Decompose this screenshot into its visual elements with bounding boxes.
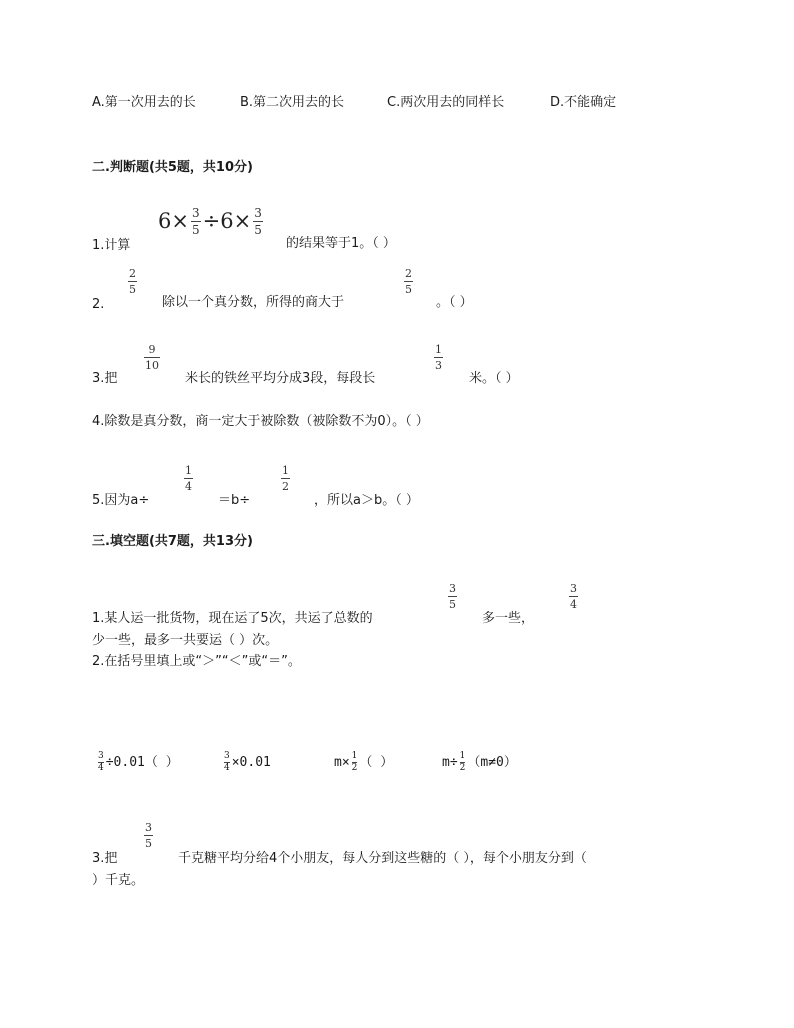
fraction-bar — [144, 357, 160, 358]
s2-q3-suffix: 米。（ ） — [469, 371, 519, 386]
numerator: 2 — [405, 267, 412, 280]
fraction — [191, 207, 201, 236]
fraction-bar — [191, 221, 201, 222]
times-symbol: × — [171, 209, 189, 233]
s2-q2-suffix: 。（ ） — [436, 295, 473, 310]
fraction-bar — [448, 596, 457, 597]
numerator: 3 — [224, 751, 230, 761]
fraction — [352, 752, 358, 773]
fraction-bar — [434, 357, 443, 358]
denominator: 4 — [185, 480, 192, 493]
denominator: 4 — [224, 763, 230, 773]
fraction — [404, 268, 413, 295]
numerator: 1 — [185, 464, 192, 477]
denominator: 3 — [435, 359, 442, 372]
fraction-bar — [253, 221, 263, 222]
fraction-bar — [144, 835, 153, 836]
denominator: 10 — [145, 359, 159, 372]
numerator: 2 — [129, 267, 136, 280]
option-a: A.第一次用去的长 — [92, 95, 196, 110]
s3-q1-line1: 1.某人运一批货物，现在运了5次，共运了总数的 — [92, 611, 373, 626]
numerator: 3 — [191, 206, 200, 220]
numerator: 3 — [98, 751, 104, 761]
denominator: 5 — [129, 283, 136, 296]
fraction — [569, 583, 578, 610]
section2-title: 二.判断题(共5题，共10分) — [92, 160, 253, 175]
s2-q3-prefix: 3.把 — [92, 371, 118, 386]
s2-q5-prefix: 5.因为a÷ — [92, 493, 150, 508]
numerator: 3 — [145, 821, 152, 834]
denominator: 5 — [449, 598, 456, 611]
s3-q2-expr1-rest: ÷0.01（ ） — [105, 755, 179, 770]
s3-q2-expr2 — [222, 752, 271, 773]
fraction — [460, 752, 466, 773]
numerator: 1 — [282, 464, 289, 477]
fraction-bar — [128, 281, 137, 282]
denominator: 2 — [282, 480, 289, 493]
s2-q1-a: 6 — [158, 209, 172, 233]
s2-q1-suffix: 的结果等于1。（ ） — [286, 236, 396, 251]
s2-q2-prefix: 2. — [92, 297, 105, 312]
denominator: 2 — [459, 763, 466, 773]
denominator: 5 — [191, 223, 200, 237]
option-d: D.不能确定 — [550, 95, 617, 110]
s3-q2-expr4-rest: （m≠0） — [467, 755, 517, 770]
s2-q2-mid: 除以一个真分数，所得的商大于 — [162, 295, 345, 310]
s3-q2-expr3-pre: m× — [334, 755, 350, 770]
denominator: 5 — [405, 283, 412, 296]
s3-q3-line2: ）千克。 — [92, 873, 145, 888]
denominator: 4 — [98, 763, 104, 773]
fraction — [224, 752, 230, 773]
fraction — [144, 344, 160, 371]
s3-q2-expr4-pre: m÷ — [442, 755, 458, 770]
s2-q4-text: 4.除数是真分数，商一定大于被除数（被除数不为0）。（ ） — [92, 414, 429, 429]
option-c: C.两次用去的同样长 — [387, 95, 505, 110]
divide-symbol: ÷ — [202, 209, 221, 233]
numerator: 3 — [254, 206, 262, 220]
fraction — [448, 583, 457, 610]
fraction-bar — [569, 596, 578, 597]
denominator: 4 — [570, 598, 577, 611]
numerator: 3 — [570, 582, 577, 595]
numerator: 9 — [148, 343, 156, 356]
fraction — [98, 752, 104, 773]
s2-q1-expression — [158, 207, 265, 236]
s3-q2-expr4 — [442, 752, 517, 773]
fraction — [434, 344, 443, 371]
denominator: 5 — [254, 223, 262, 237]
s3-q3-prefix: 3.把 — [92, 851, 118, 866]
s3-q2-expr3 — [334, 752, 393, 773]
numerator: 1 — [435, 343, 442, 356]
option-b: B.第二次用去的长 — [240, 95, 345, 110]
fraction — [253, 207, 263, 236]
s2-q5-mid: ＝b÷ — [218, 493, 251, 508]
times-symbol: × — [233, 209, 252, 233]
numerator: 1 — [459, 751, 466, 761]
s2-q1-b: 6 — [220, 209, 234, 233]
s3-q2-text: 2.在括号里填上或“＞”“＜”或“＝”。 — [92, 654, 301, 669]
s3-q3-line1: 千克糖平均分给4个小朋友，每人分到这些糖的（ ），每个小朋友分到（ — [178, 851, 587, 866]
s3-q2-expr2-rest: ×0.01 — [231, 755, 271, 770]
numerator: 3 — [449, 582, 456, 595]
numerator: 1 — [351, 751, 358, 761]
fraction-bar — [184, 478, 193, 479]
s2-q1-prefix: 1.计算 — [92, 238, 131, 253]
s3-q2-expr3-rest: （ ） — [359, 755, 394, 770]
denominator: 5 — [145, 837, 152, 850]
s2-q5-suffix: ，所以a＞b。（ ） — [314, 493, 419, 508]
s3-q1-line2: 少一些，最多一共要运（ ）次。 — [92, 633, 279, 648]
fraction-bar — [404, 281, 413, 282]
denominator: 2 — [351, 763, 358, 773]
section3-title: 三.填空题(共7题，共13分) — [92, 534, 253, 549]
fraction-bar — [281, 478, 290, 479]
s3-q1-mid: 多一些， — [482, 611, 535, 626]
s3-q2-expr1 — [96, 752, 179, 773]
s2-q3-mid: 米长的铁丝平均分成3段，每段长 — [185, 371, 376, 386]
fraction — [128, 268, 137, 295]
fraction — [281, 465, 290, 492]
fraction — [144, 822, 153, 849]
fraction — [184, 465, 193, 492]
